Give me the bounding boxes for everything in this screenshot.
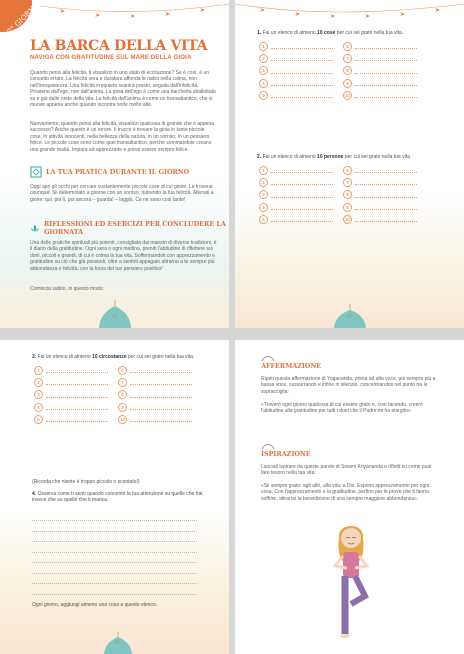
list-item[interactable] [259,40,333,52]
inspiration-quote: «Sii sempre grato: agli altri, alla vita, a Dio. Esprimi apprezzamento per ogni cosa. Con l'apprezzamento e la gratitudine, perfino per le prove che ti fanno soffrire, attrarrai la benedizione di una sempre maggiore abbondanza». [261,483,430,502]
page-number: 92 [112,314,118,320]
inspiration-intro: Lasciati ispirare da queste parole di Swami Kriyananda e rifletti su come puoi fare tesoro nella tua vita: [261,464,432,477]
item-number: 4 [259,203,268,212]
list-item[interactable] [34,376,108,388]
item-number: 9 [343,79,352,88]
blank-line[interactable] [271,192,333,198]
intro-paragraph-2: Nuovamente, quando pensi alla felicità, visualizzi qualcosa di grande che è appena successo? Anche questo è un errore. Il trucco è trovare la gioia in tante piccole cose, in attività innocenti, nella bellezza della natura, in un sorriso, in un pensiero felice. Le piccole cose sono come quei transatlantico, perché sommandole creano una grande realtà. Impara ad apprezzarle e potrai essere sempre felice. [30,121,215,153]
list-item[interactable] [118,376,192,388]
ornament-icon [261,354,275,362]
start-line: Comincia subito, in questo modo: [30,286,104,292]
writing-line[interactable] [32,531,197,532]
question-2: 2. Fai un elenco di almeno 10 persone per cui sei grato nella tua vita. [257,154,412,160]
list-item[interactable] [343,89,417,101]
list-item[interactable] [343,176,417,188]
blank-line[interactable] [271,92,333,98]
list-item[interactable] [259,201,333,213]
list-item[interactable] [34,389,108,401]
page-95 [235,340,464,654]
blank-line[interactable] [355,55,417,61]
item-number: 8 [118,390,127,399]
item-number: 3 [34,390,43,399]
blank-line[interactable] [46,404,108,410]
item-number: 2 [259,54,268,63]
list-item[interactable] [118,389,192,401]
list-item[interactable] [343,65,417,77]
page-number: 94 [114,640,120,646]
blank-line[interactable] [271,204,333,210]
blank-line[interactable] [271,167,333,173]
list-item[interactable] [343,201,417,213]
writing-line[interactable] [32,520,197,521]
list-item[interactable] [118,364,192,376]
blank-line[interactable] [355,216,417,222]
blank-line[interactable] [130,416,192,422]
dome-illustration [95,298,135,328]
list-item[interactable] [259,65,333,77]
item-number: 4 [34,403,43,412]
page-93 [235,0,464,328]
blank-line[interactable] [271,80,333,86]
blank-line[interactable] [271,68,333,74]
writing-line[interactable] [32,583,197,584]
blank-line[interactable] [355,92,417,98]
blank-line[interactable] [355,167,417,173]
page-94 [0,340,229,654]
question-3: 3. Fai un elenco di almeno 10 circostanze per cui sei grato nella tua vita. [32,354,195,360]
blank-line[interactable] [271,179,333,185]
blank-line[interactable] [130,379,192,385]
item-number: 8 [343,190,352,199]
reflection-heading [30,220,229,236]
item-number: 2 [259,178,268,187]
bunting-decoration [235,0,464,24]
item-number: 1 [259,42,268,51]
inspiration-title: ISPIRAZIONE [261,450,311,458]
list-item[interactable] [259,189,333,201]
practice-heading [30,166,189,178]
item-number: 1 [34,366,43,375]
ornament-icon [261,442,275,450]
list-item[interactable] [118,413,192,425]
blank-line[interactable] [130,367,192,373]
list-column [259,40,333,101]
practice-title: LA TUA PRATICA DURANTE IL GIORNO [46,168,190,176]
question-4: 4. Osserva come ti senti quando concentri la tua attenzione su quelle che hai, invece che su quelle che ti manca. [32,491,204,504]
affirmation-intro: Ripeti questa affermazione di Yogananda, prima ad alta voce, poi sempre più a bassa voce, sussurrando e infine in silenzio, concentrandoti nel punto tra le sopracciglia: [261,376,436,395]
item-number: 7 [343,54,352,63]
item-number: 8 [343,66,352,75]
list-item[interactable] [343,213,417,225]
item-number: 7 [343,178,352,187]
item-number: 6 [343,166,352,175]
blank-line[interactable] [46,416,108,422]
list-column [259,164,333,225]
blank-line[interactable] [355,43,417,49]
list-item[interactable] [34,401,108,413]
list-item[interactable] [118,401,192,413]
list-item[interactable] [34,413,108,425]
list-item[interactable] [343,52,417,64]
list-item[interactable] [259,77,333,89]
item-number: 4 [259,79,268,88]
item-number: 5 [34,415,43,424]
item-number: 7 [118,378,127,387]
list-item[interactable] [343,189,417,201]
list-item[interactable] [343,164,417,176]
day-badge-label: 7° GIORNO [6,0,41,36]
writing-line[interactable] [32,594,197,595]
page-92 [0,0,229,328]
item-number: 5 [259,91,268,100]
lotus-knot-icon [30,166,42,178]
list-item[interactable] [343,77,417,89]
reflection-title: RIFLESSIONI ED ESERCIZI PER CONCLUDERE LA GIORNATA [43,220,226,236]
item-number: 3 [259,66,268,75]
affirmation-title: AFFERMAZIONE [261,362,322,370]
blank-line[interactable] [271,43,333,49]
reminder-note: (Ricorda che niente è troppo piccolo o scontato!) [32,479,140,485]
item-number: 6 [118,366,127,375]
list-item[interactable] [259,52,333,64]
item-number: 9 [118,403,127,412]
item-number: 10 [343,91,352,100]
blank-line[interactable] [46,367,108,373]
blank-line[interactable] [271,216,333,222]
blank-line[interactable] [355,204,417,210]
blank-line[interactable] [355,192,417,198]
list-item[interactable] [259,213,333,225]
blank-line[interactable] [355,179,417,185]
writing-line[interactable] [32,573,197,574]
writing-line[interactable] [32,541,197,542]
blank-line[interactable] [130,404,192,410]
yoga-woman-illustration [321,518,381,642]
practice-paragraph: Oggi apri gli occhi per cercare costantemente piccole cose di cui gioire. Le troverai ovunque! Sii determinato a gioirne con un sorriso, nutrendo la tua felicità. Allenati a gioire: qui, poi lì, poi ancora – guarda! – laggiù. Ce ne sono così tante! [30,184,214,203]
list-item[interactable] [259,164,333,176]
item-number: 10 [343,215,352,224]
reflection-paragraph: Una delle pratiche spirituali più potenti, consigliata dai maestri di diverse tradizioni, è il diario della gratitudine. Ogni sera o ogni mattina, prendi l'abitudine di riflettere sui doni, piccoli e grandi, di cui è colma la tua vita. Soffermandoti con apprezzamento e gratitudine su ciò che già possiedi, oltre a sentirti appagato attrarrai a te sempre più abbondanza e felicità, con la forza del tuo pensiero positivo! [30,240,217,272]
item-number: 5 [259,215,268,224]
item-number: 9 [343,203,352,212]
list-column [343,40,417,101]
blank-line[interactable] [271,55,333,61]
intro-paragraph: Quando pensi alla felicità, ti visualizzi in uno stato di eccitazione? Se è così, è un concetto errato. La felicità vera e duratura affonda le radici nella calma, non nell'irrequietezza. Una felicità irrequieta svanirà presto, seguita dall'infelicità. Proviene dall'ego, non dall'anima. La gioia dell'ego è come una barchetta sballottata su e giù dalle onde della vita. La felicità dell'anima è come un transatlantico, che si muove appena anche quando incontra onde molto alte. [30,70,216,109]
page-number: 93 [347,314,353,320]
list-item[interactable] [259,176,333,188]
item-number: 3 [259,190,268,199]
list-item[interactable] [343,40,417,52]
page-title: LA BARCA DELLA VITA [30,38,208,54]
blank-line[interactable] [355,68,417,74]
list-item[interactable] [34,364,108,376]
item-number: 6 [343,42,352,51]
writing-line[interactable] [32,562,197,563]
list-column [343,164,417,225]
item-number: 2 [34,378,43,387]
closing-line: Ogni giorno, aggiungi almeno una cosa a questo elenco. [32,602,158,608]
writing-line[interactable] [32,552,197,553]
page-subtitle: NAVIGA CON GRATITUDINE SUL MARE DELLA GIOIA [30,55,192,61]
item-number: 10 [118,415,127,424]
list-item[interactable] [259,89,333,101]
blank-line[interactable] [46,379,108,385]
lotus-icon [30,222,40,234]
question-1: 1. Fai un elenco di almeno 10 cose per cui sei grato nella tua vita. [257,30,404,36]
list-column [118,364,192,425]
list-column [34,364,108,425]
blank-line[interactable] [46,392,108,398]
blank-line[interactable] [355,80,417,86]
blank-line[interactable] [130,392,192,398]
affirmation-quote: «Troverò ogni giorno qualcosa di cui essere grato e, così facendo, creerò l'abitudine alla gratitudine per tutti i doni che il Padre mi ha elargito». [261,402,423,415]
item-number: 1 [259,166,268,175]
